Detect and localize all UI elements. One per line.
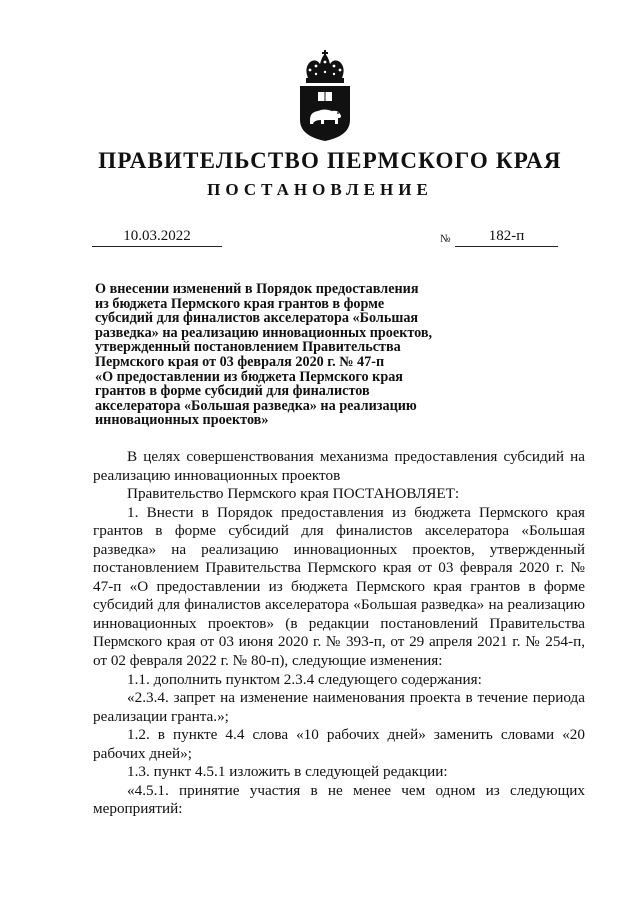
body-paragraph-quote-2-3-4: «2.3.4. запрет на изменение наименования проекта в течение периода реализации гранта.»; bbox=[93, 689, 585, 725]
subject-line: инновационных проектов» bbox=[95, 412, 269, 429]
subject-line: разведка» на реализацию инновационных проектов, bbox=[95, 324, 433, 341]
subject-line: субсидий для финалистов акселератора «Большая bbox=[95, 310, 419, 327]
coat-of-arms-emblem bbox=[294, 50, 356, 142]
body-paragraph-item-1-2: 1.2. в пункте 4.4 слова «10 рабочих дней» заменить словами «20 рабочих дней»; bbox=[93, 726, 585, 762]
body-paragraph-item-1-1: 1.1. дополнить пунктом 2.3.4 следующего содержания: bbox=[127, 670, 482, 688]
document-type: ПОСТАНОВЛЕНИЕ bbox=[207, 180, 433, 199]
document-body bbox=[93, 448, 585, 819]
body-paragraph-quote-4-5-1: «4.5.1. принятие участия в не менее чем одном из следующих мероприятий: bbox=[93, 781, 585, 818]
body-paragraph-resolves: Правительство Пермского края ПОСТАНОВЛЯЕТ: bbox=[127, 485, 460, 503]
body-paragraph-item-1: 1. Внести в Порядок предоставления из бюджета Пермского края грантов в форме субсидий для финалистов акселератора «Большая разведка» на реализацию инновационных проектов, утвержденный постановлением Правительства Пермского края от 03 февраля 2020 г. № 47-п «О предоставлении из бюджета Пермского края грантов в форме субсидий для финалистов акселератора «Большая разведка» на реализацию инновационных проектов» (в редакции постановлений Правительства Пермского края от 03 июня 2020 г. № 393-п, от 29 апреля 2021 г. № 254-п, от 02 февраля 2022 г. № 80-п), следующие изменения: bbox=[93, 503, 585, 670]
subject-line: О внесении изменений в Порядок предоставления bbox=[95, 281, 419, 297]
number-sign: № bbox=[440, 233, 451, 245]
subject-line: грантов в форме субсидий для финалистов bbox=[95, 383, 370, 400]
subject-line: акселератора «Большая разведка» на реализацию bbox=[95, 397, 417, 414]
document-subject bbox=[95, 282, 475, 428]
subject-line: из бюджета Пермского края грантов в форме bbox=[95, 295, 385, 312]
body-paragraph-item-1-3: 1.3. пункт 4.5.1 изложить в следующей редакции: bbox=[127, 763, 448, 781]
subject-line: «О предоставлении из бюджета Пермского края bbox=[95, 368, 403, 385]
subject-line: утвержденный постановлением Правительства bbox=[95, 339, 401, 356]
document-number: 182-п bbox=[455, 226, 558, 247]
document-date: 10.03.2022 bbox=[92, 226, 222, 247]
government-title: ПРАВИТЕЛЬСТВО ПЕРМСКОГО КРАЯ bbox=[98, 148, 562, 173]
subject-line: Пермского края от 03 февраля 2020 г. № 47-п bbox=[95, 353, 385, 370]
body-paragraph-preamble: В целях совершенствования механизма предоставления субсидий на реализацию инновационных проектов bbox=[93, 448, 585, 484]
